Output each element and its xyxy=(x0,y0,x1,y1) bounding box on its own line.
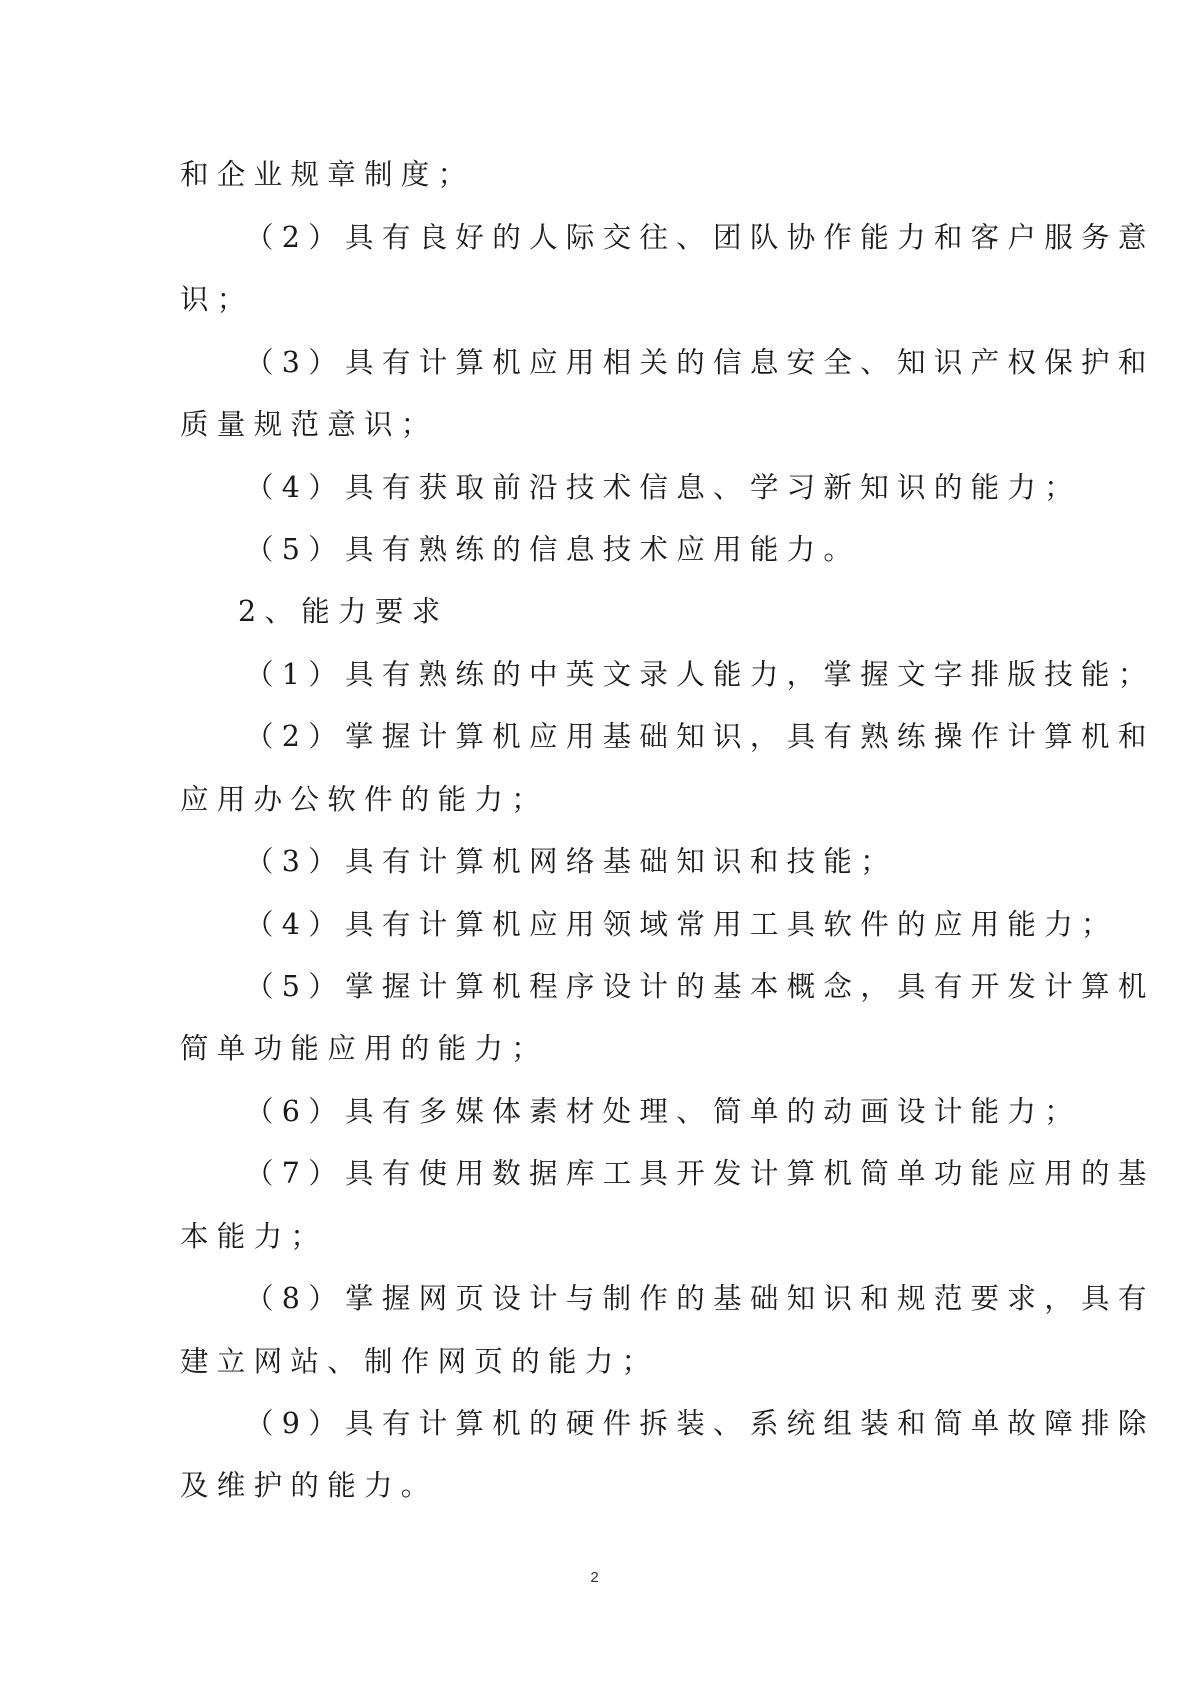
text-line: 简单功能应用的能力； xyxy=(180,1032,549,1065)
text-line: （6）具有多媒体素材处理、简单的动画设计能力； xyxy=(245,1095,1082,1128)
text-line: 应用办公软件的能力； xyxy=(180,783,549,816)
text-line: （4）具有计算机应用领域常用工具软件的应用能力； xyxy=(245,908,1118,941)
text-line: 本能力； xyxy=(180,1220,328,1253)
text-line: （2）具有良好的人际交往、团队协作能力和客户服务意 xyxy=(245,221,1155,254)
text-line: 识； xyxy=(180,283,254,316)
page-number: 2 xyxy=(590,1569,599,1586)
text-line: 和企业规章制度； xyxy=(180,158,475,191)
text-line: 建立网站、制作网页的能力； xyxy=(180,1345,659,1378)
text-line: （1）具有熟练的中英文录人能力，掌握文字排版技能； xyxy=(245,658,1155,691)
text-line: （5）掌握计算机程序设计的基本概念，具有开发计算机 xyxy=(245,970,1155,1003)
section-heading: 2、能力要求 xyxy=(238,595,449,628)
text-line: （4）具有获取前沿技术信息、学习新知识的能力； xyxy=(245,471,1082,504)
text-line: 及维护的能力。 xyxy=(180,1469,438,1502)
text-line: （9）具有计算机的硬件拆装、系统组装和简单故障排除 xyxy=(245,1407,1155,1440)
text-line: （3）具有计算机应用相关的信息安全、知识产权保护和 xyxy=(245,346,1155,379)
text-line: （8）掌握网页设计与制作的基础知识和规范要求，具有 xyxy=(245,1282,1155,1315)
text-line: 质量规范意识； xyxy=(180,408,438,441)
text-line: （5）具有熟练的信息技术应用能力。 xyxy=(245,533,861,566)
text-line: （3）具有计算机网络基础知识和技能； xyxy=(245,845,898,878)
text-line: （2）掌握计算机应用基础知识，具有熟练操作计算机和 xyxy=(245,720,1155,753)
text-line: （7）具有使用数据库工具开发计算机简单功能应用的基 xyxy=(245,1157,1155,1190)
